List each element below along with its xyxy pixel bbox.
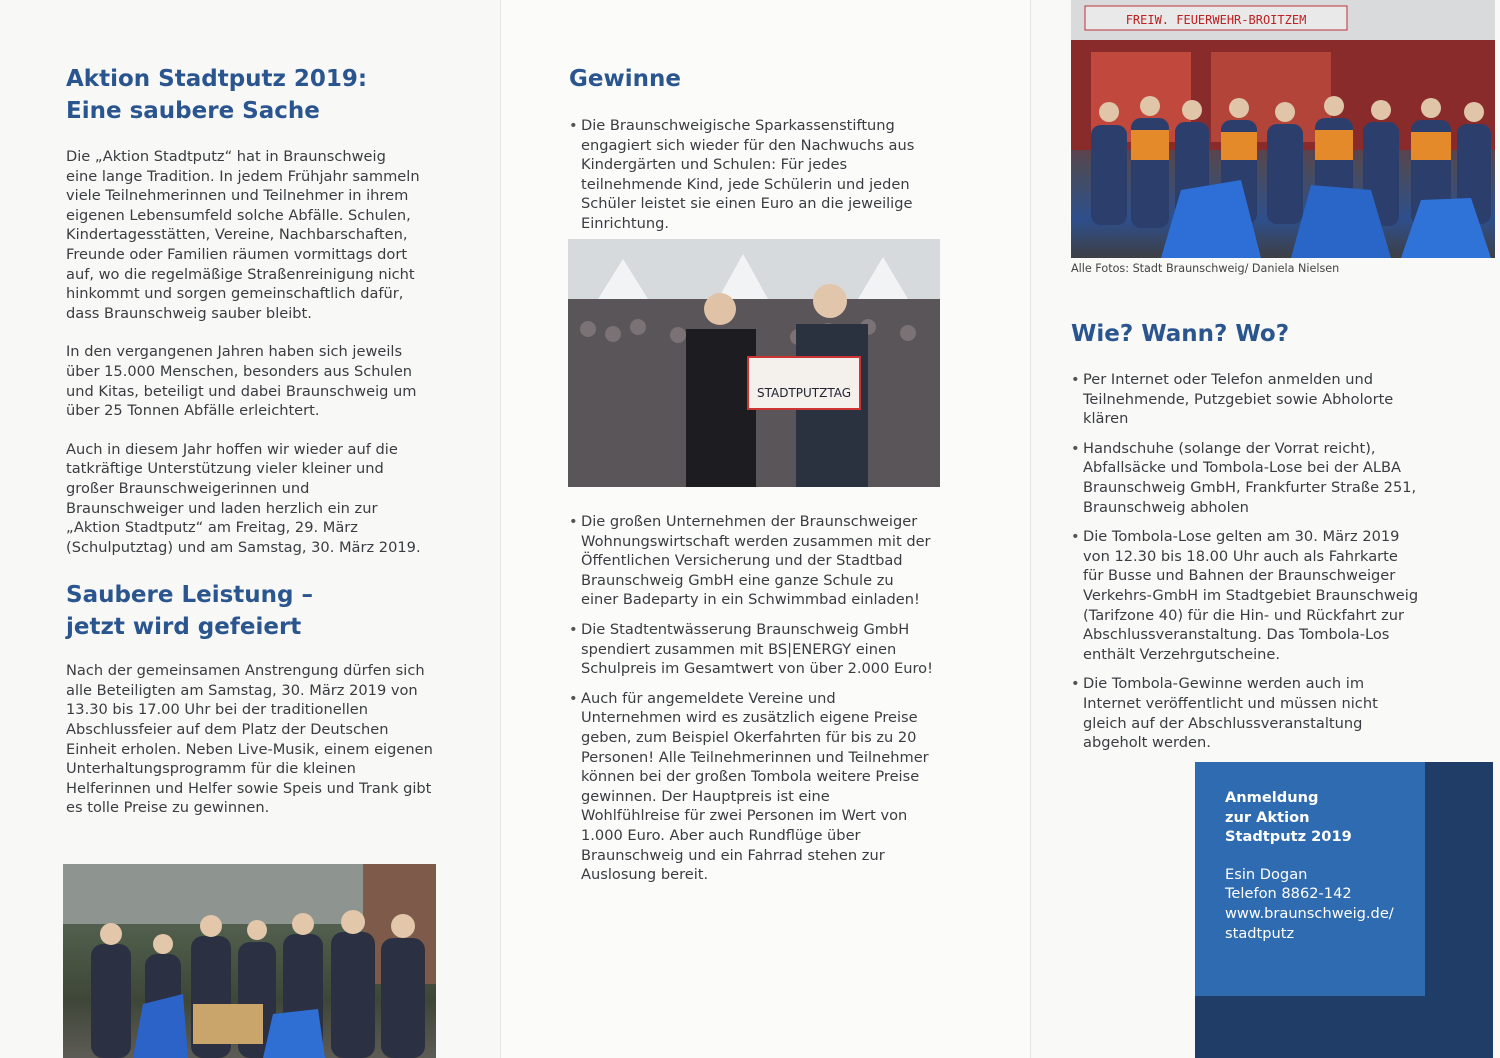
list-item: • Die großen Unternehmen der Braunschweiger Wohnungswirtschaft werden zusammen mit der Öffentlichen Versicherung und der Stadtbad Braunschweig GmbH eine ganze Schule zu einer Badeparty in ein Schwimmbad einladen!	[569, 512, 931, 610]
intro-paragraph: Die „Aktion Stadtputz“ hat in Braunschweig eine lange Tradition. In jedem Frühjahr sammeln viele Teilnehmerinnen und Teilnehmer in ihrem eigenen Lebensumfeld solche Abfälle. Schulen, Kindertagesstätten, Vereine, Nachbarschaften, Freunde oder Familien räumen vormittags dort auf, wo die regelmäßige Straßenreinigung nicht hinkommt und sorgen gemeinschaftlich dafür, dass Braunschweig sauber bleibt.	[66, 148, 420, 322]
photo-fire-illustration	[1071, 0, 1495, 258]
heading-wie-wann-wo: Wie? Wann? Wo?	[1071, 321, 1290, 347]
registration-title	[1225, 788, 1395, 847]
registration-title-line: Stadtputz 2019	[1225, 828, 1352, 846]
list-item: • Die Tombola-Lose gelten am 30. März 2019 von 12.30 bis 18.00 Uhr auch als Fahrkarte für Busse und Bahnen der Braunschweiger Verkehrs-GmbH im Stadtgebiet Braunschweig (Tarifzone 40) für die Hin- und Rückfahrt zur Abschlussveranstaltung. Das Tombola-Los enthält Verzehrgutscheine.	[1071, 527, 1421, 664]
fold-line	[500, 0, 501, 1058]
list-item: • Per Internet oder Telefon anmelden und Teilnehmende, Putzgebiet sowie Abholorte klären	[1071, 370, 1421, 429]
gewinne-list-bottom	[569, 512, 941, 885]
heading-line: jetzt wird gefeiert	[66, 614, 302, 641]
heading-aktion-stadtputz	[66, 63, 446, 127]
registration-title-line: zur Aktion	[1225, 808, 1310, 826]
photo-children-cleanup	[63, 864, 436, 1058]
list-item: • Auch für angemeldete Vereine und Unternehmen wird es zusätzlich eigene Preise geben, zum Beispiel Okerfahrten für bis zu 20 Personen! Alle Teilnehmerinnen und Teilnehmer können bei der großen Tombola weitere Preise gewinnen. Der Hauptpreis ist eine Wohlfühlreise für zwei Personen im Wert von 1.000 Euro. Aber auch Rundflüge über Braunschweig und ein Fahrrad stehen zur Auslosung bereit.	[569, 689, 933, 885]
heading-line: Aktion Stadtputz 2019:	[66, 66, 368, 92]
contact-website-path[interactable]: stadtputz	[1225, 924, 1295, 942]
heading-gewinne: Gewinne	[569, 66, 681, 92]
contact-website[interactable]: www.braunschweig.de/	[1225, 904, 1394, 922]
fold-line	[1030, 0, 1031, 1058]
photo-fire-brigade	[1071, 0, 1495, 258]
column-2-text-bottom	[569, 512, 941, 895]
registration-box	[1195, 762, 1425, 996]
wie-wann-wo-list	[1071, 370, 1421, 753]
column-1-text	[66, 63, 446, 818]
list-item: • Die Tombola-Gewinne werden auch im Internet veröffentlicht und müssen nicht gleich auf der Abschlussveranstaltung abgeholt werden.	[1071, 674, 1421, 752]
celebration-paragraph: Nach der gemeinsamen Anstrengung dürfen sich alle Beteiligten am Samstag, 30. März 2019 von 13.30 bis 17.00 Uhr bei der traditionellen Abschlussfeier auf dem Platz der Deutschen Einheit erholen. Neben Live-Musik, einem eigenen Unterhaltungsprogramm für die kleinen Helferinnen und Helfer sowie Speis und Trank gibt es tolle Preise zu gewinnen.	[66, 662, 433, 817]
contact-name: Esin Dogan	[1225, 865, 1308, 883]
registration-title-line: Anmeldung	[1225, 789, 1319, 806]
check-label: STADTPUTZTAG	[756, 386, 852, 400]
heading-line: Saubere Leistung –	[66, 582, 314, 609]
contact-phone: Telefon 8862-142	[1225, 885, 1352, 903]
column-3-text	[1071, 318, 1451, 763]
photo-crowd-illustration	[568, 239, 940, 487]
photo-check-handover	[568, 239, 940, 487]
list-item: • Die Braunschweigische Sparkassenstiftung engagiert sich wieder für den Nachwuchs aus Kindergärten und Schulen: Für jedes teilnehmende Kind, jede Schülerin und jeden Schüler leistet sie einen Euro an die jeweilige Einrichtung.	[569, 116, 937, 234]
gewinne-list-top	[569, 116, 937, 234]
heading-saubere-leistung	[66, 579, 446, 643]
list-item: • Handschuhe (solange der Vorrat reicht), Abfallsäcke und Tombola-Lose bei der ALBA Braunschweig GmbH, Frankfurter Straße 251, Braunschweig abholen	[1071, 439, 1421, 517]
photo-children-illustration	[63, 864, 436, 1058]
list-item: • Die Stadtentwässerung Braunschweig GmbH spendiert zusammen mit BS|ENERGY einen Schulpreis im Gesamtwert von über 2.000 Euro!	[569, 620, 933, 679]
invitation-paragraph: Auch in diesem Jahr hoffen wir wieder auf die tatkräftige Unterstützung vieler kleiner und großer Braunschweigerinnen und Braunschweiger und laden herzlich ein zur „Aktion Stadtputz“ am Freitag, 29. März (Schulputztag) und am Samstag, 30. März 2019.	[66, 440, 421, 556]
heading-line: Eine saubere Sache	[66, 98, 320, 124]
column-2-text-top	[569, 63, 939, 244]
photo-credit-caption: Alle Fotos: Stadt Braunschweig/ Daniela Nielsen	[1071, 262, 1340, 275]
sign-text: FREIW. FEUERWEHR-BROITZEM	[1125, 13, 1307, 27]
participation-paragraph: In den vergangenen Jahren haben sich jeweils über 15.000 Menschen, besonders aus Schulen und Kitas, beteiligt und dabei Braunschweig um über 25 Tonnen Abfälle erleichtert.	[66, 343, 417, 420]
